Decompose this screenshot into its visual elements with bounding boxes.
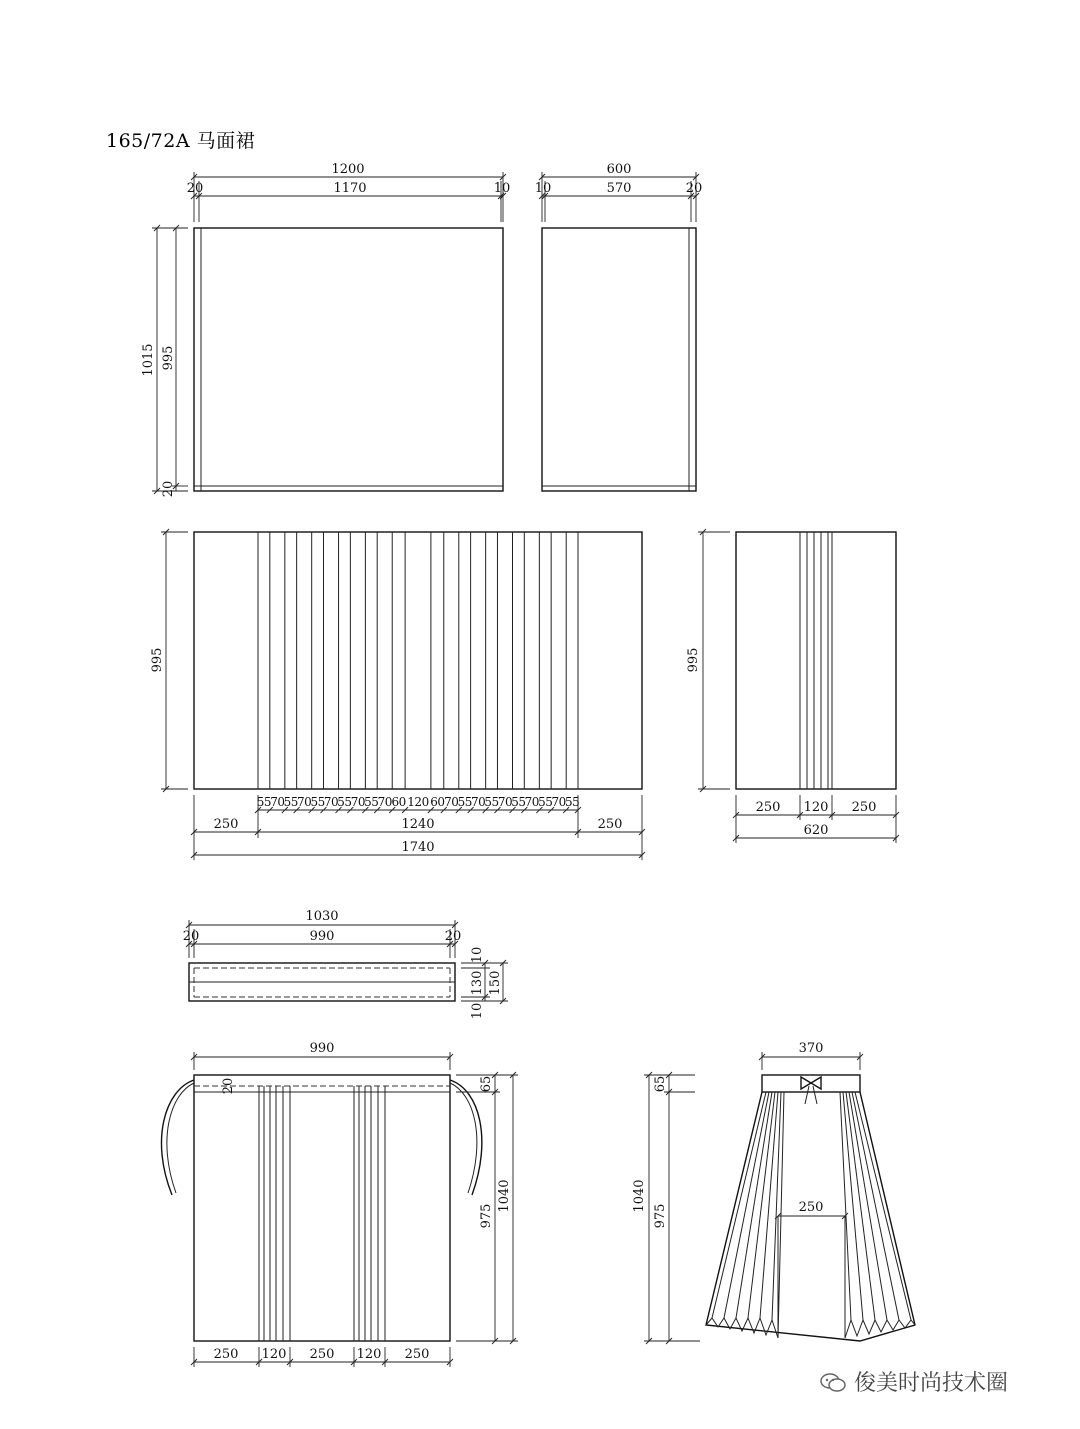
side-panel-total: 620 [803, 823, 829, 838]
pleat-panel-outline [194, 532, 642, 789]
panel-b-left-margin: 10 [534, 181, 552, 196]
wechat-icon [820, 1373, 846, 1393]
panel-b-inner-width: 570 [606, 181, 632, 196]
flat-skirt-outline [194, 1075, 450, 1341]
flat-total-height: 1040 [497, 1179, 512, 1213]
side-panel-left: 250 [755, 800, 781, 815]
pleat-label: 70 [524, 795, 539, 809]
waistband-top-margin: 10 [470, 946, 485, 964]
pleat-label: 60 [430, 795, 445, 809]
drawing-title: 165/72A 马面裙 [106, 130, 256, 152]
watermark [820, 1366, 1008, 1397]
left-tie [161, 1080, 194, 1195]
flat-band-height: 65 [479, 1075, 494, 1093]
pleat-label: 120 [407, 795, 429, 809]
flat-width: 990 [309, 1041, 335, 1056]
pleat-panel-pleated-width: 1240 [401, 817, 435, 832]
watermark-text: 俊美时尚技术圈 [854, 1371, 1009, 1396]
waistband-inner-width: 990 [309, 929, 335, 944]
waistband-total-height: 150 [488, 970, 503, 996]
panel-b-outline [542, 228, 696, 491]
panel-a-total-width: 1200 [331, 162, 365, 177]
pleat-panel-left-plain: 250 [213, 817, 239, 832]
pleat-label: 55 [364, 795, 379, 809]
pleat-label: 55 [564, 795, 580, 809]
pleat-label: 70 [297, 795, 312, 809]
bow-icon [801, 1077, 811, 1089]
pleat-label: 70 [497, 795, 513, 809]
side-view-total-height: 1040 [632, 1179, 647, 1213]
waistband [183, 909, 508, 1019]
pleat-label: 55 [337, 795, 352, 809]
panel-a-right-margin: 10 [493, 181, 511, 196]
panel-a-total-height: 1015 [141, 343, 156, 377]
side-panel [686, 529, 899, 843]
pleat-lines [258, 532, 578, 789]
pleat-panel-height: 995 [150, 647, 165, 673]
panel-a [141, 162, 510, 497]
waistband-left-margin: 20 [182, 929, 200, 944]
panel-a-outline [194, 228, 503, 491]
panel-a-inner-width: 1170 [333, 181, 367, 196]
skirt-side-view [632, 1041, 915, 1344]
flat-seg-4: 120 [356, 1347, 382, 1362]
pleat-label: 70 [377, 795, 392, 809]
pleat-panel [150, 529, 645, 860]
pleat-label: 55 [511, 795, 526, 809]
pleat-panel-total-width: 1740 [401, 840, 435, 855]
panel-a-bottom-margin: 20 [161, 480, 176, 498]
flat-skirt-height: 975 [479, 1203, 494, 1229]
flat-skirt-view [161, 1041, 518, 1367]
pleat-label: 55 [310, 795, 325, 809]
pleat-label: 70 [444, 795, 459, 809]
pleat-label: 70 [350, 795, 366, 809]
panel-b-total-width: 600 [606, 162, 632, 177]
panel-b-right-margin: 20 [685, 181, 703, 196]
pleat-label: 55 [484, 795, 499, 809]
side-panel-middle: 120 [803, 800, 829, 815]
pleat-label: 70 [470, 795, 486, 809]
pleat-label: 60 [391, 795, 406, 809]
side-panel-outline [736, 532, 896, 789]
pleat-label: 55 [538, 795, 553, 809]
flat-tie-offset: 20 [221, 1077, 236, 1095]
skirt-silhouette [706, 1092, 915, 1341]
pleat-label: 70 [551, 795, 566, 809]
waistband-right-margin: 20 [444, 929, 462, 944]
side-view-band-height: 65 [653, 1075, 668, 1093]
waistband-total-width: 1030 [305, 909, 339, 924]
side-panel-right: 250 [851, 800, 877, 815]
side-view-band-width: 370 [798, 1041, 824, 1056]
flat-seg-5: 250 [404, 1347, 430, 1362]
pleat-label: 55 [457, 795, 472, 809]
panel-a-inner-height: 995 [161, 345, 176, 371]
pleat-label: 70 [270, 795, 285, 809]
pleat-label: 55 [256, 795, 272, 809]
flat-seg-3: 250 [309, 1347, 335, 1362]
pleat-panel-right-plain: 250 [597, 817, 623, 832]
side-panel-height: 995 [686, 647, 701, 673]
panel-b [535, 162, 703, 491]
flat-seg-2: 120 [261, 1347, 287, 1362]
pleat-label: 55 [283, 795, 298, 809]
flat-seg-1: 250 [213, 1347, 239, 1362]
side-view-front-panel: 250 [798, 1200, 824, 1215]
waistband-inner-height: 130 [470, 970, 485, 996]
waistband-bottom-margin: 10 [470, 1002, 485, 1020]
panel-a-left-margin: 20 [186, 181, 204, 196]
pleat-label: 70 [323, 795, 339, 809]
side-view-skirt-height: 975 [653, 1203, 668, 1229]
